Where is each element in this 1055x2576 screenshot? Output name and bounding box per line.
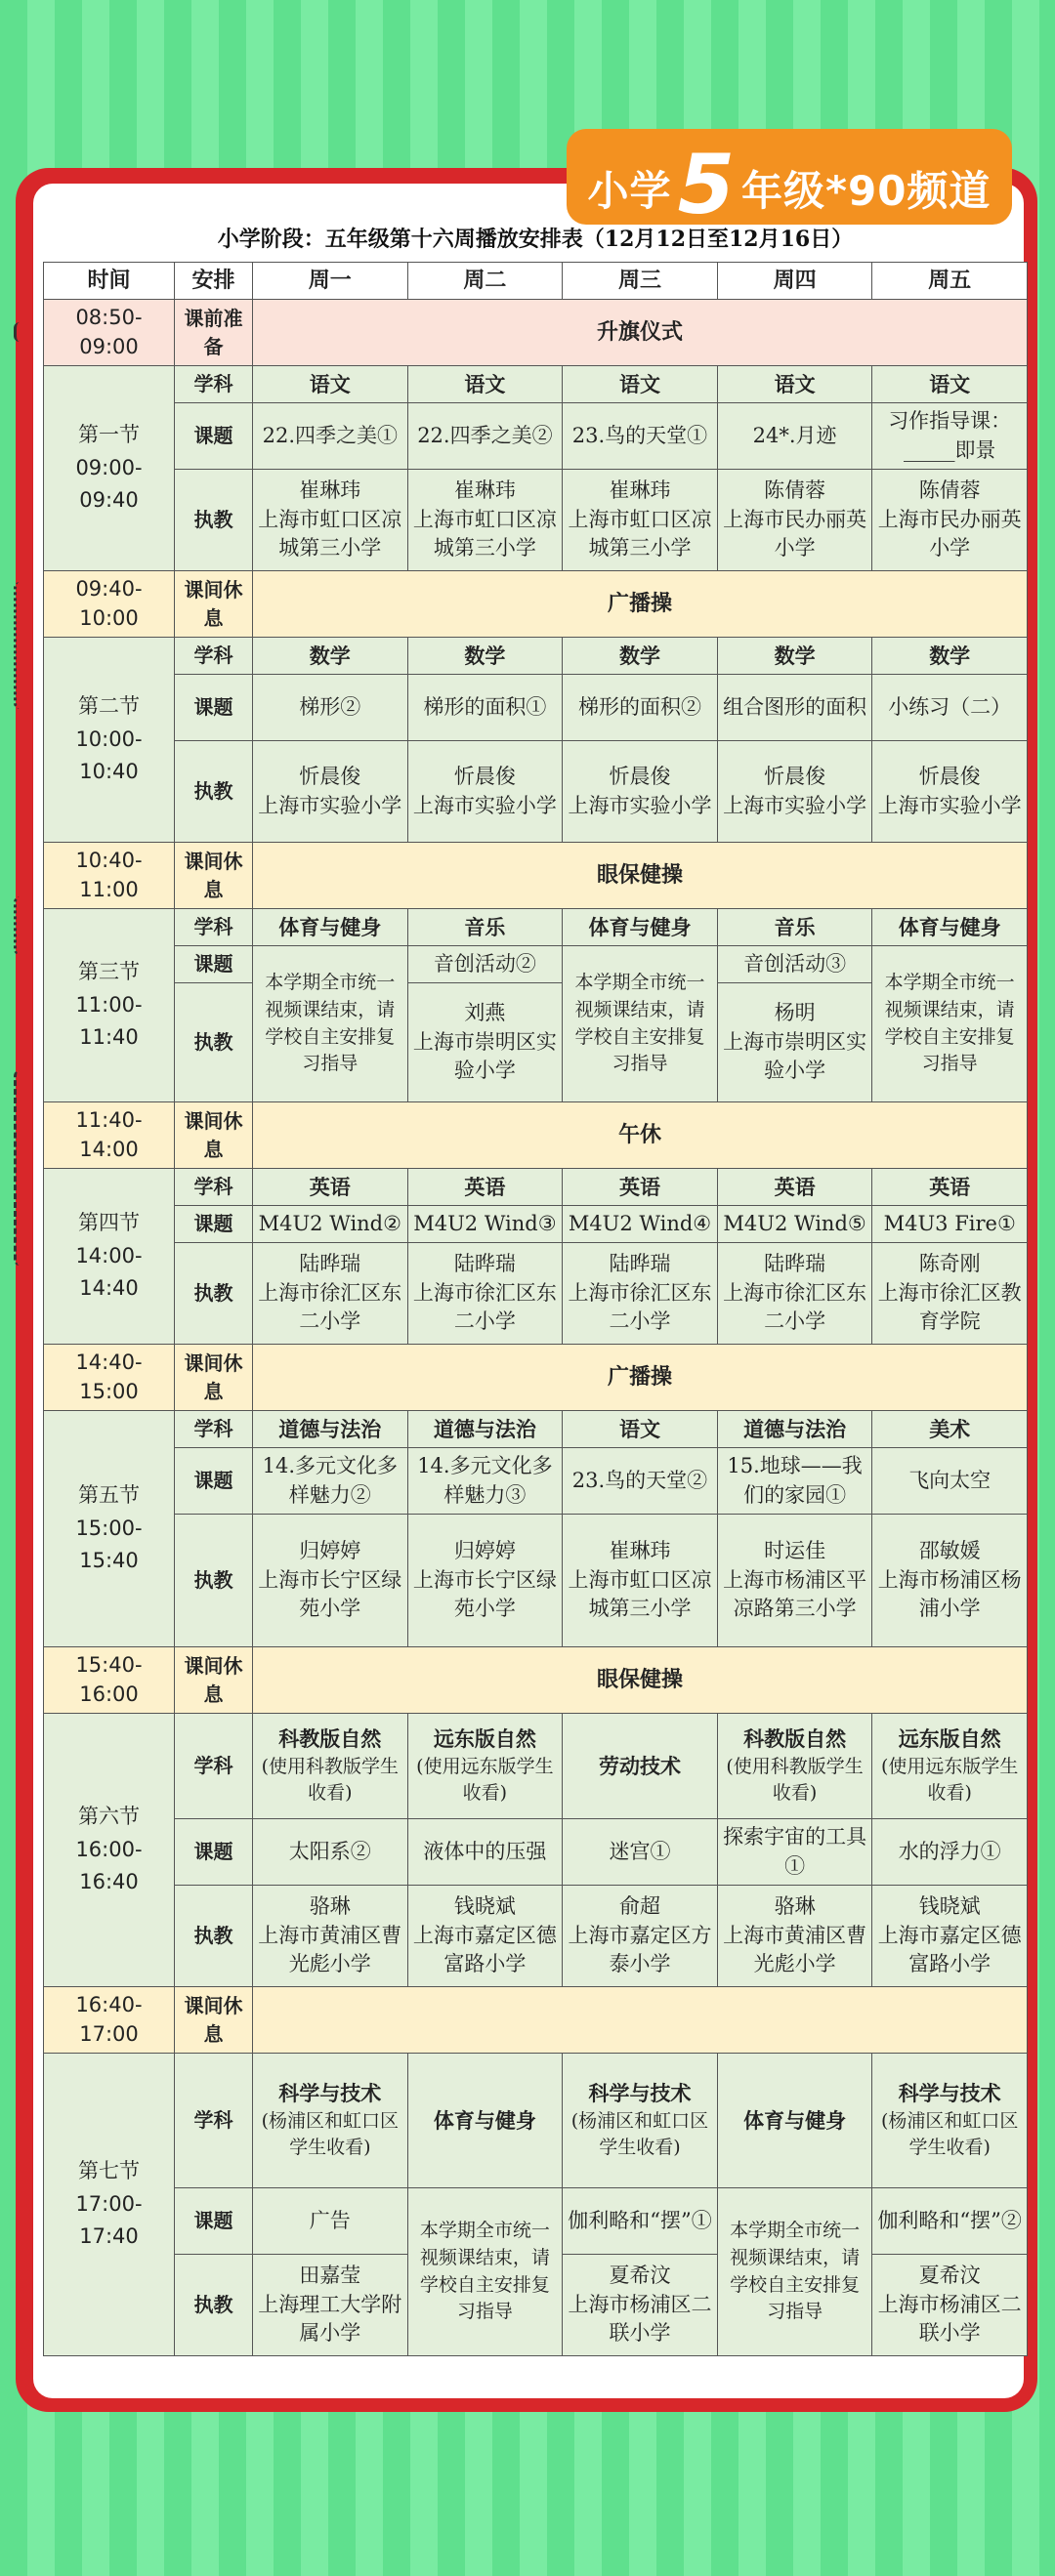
subject-cell	[407, 366, 563, 403]
subject-cell	[717, 1714, 872, 1819]
header-time: 时间	[44, 263, 175, 300]
pe-notice-cell: 本学期全市统一视频课结束，请学校自主安排复习指导	[563, 946, 718, 1102]
subject-name: 科学与技术	[588, 2081, 692, 2106]
subject-name: 体育与健身	[898, 914, 1001, 939]
subject-name: 科教版自然	[743, 1726, 847, 1752]
subject-name: 语文	[774, 371, 816, 396]
subject-name: 语文	[618, 1416, 660, 1441]
subject-cell	[563, 1411, 718, 1448]
teacher-cell: 邵敏媛 上海市杨浦区杨浦小学	[872, 1515, 1028, 1647]
slot-activity: 眼保健操	[253, 843, 1028, 909]
subject-name: 科学与技术	[278, 2081, 382, 2106]
subject-name: 英语	[774, 1174, 816, 1199]
break-row	[44, 1102, 1028, 1169]
period-topic-row	[44, 1206, 1028, 1243]
subject-cell	[563, 2054, 718, 2188]
topic-cell: 小练习（二）	[872, 675, 1028, 741]
subject-cell	[872, 1169, 1028, 1206]
break-row	[44, 1345, 1028, 1411]
row-label-teacher: 执教	[175, 1515, 253, 1647]
period-teacher-row	[44, 1886, 1028, 1987]
subject-cell	[253, 2054, 408, 2188]
period-name: 第三节	[78, 960, 140, 984]
teacher-cell: 崔琳玮 上海市虹口区凉城第三小学	[563, 1515, 718, 1647]
header-thu: 周四	[717, 263, 872, 300]
topic-cell: 23.鸟的天堂①	[563, 403, 718, 470]
row-label-teacher: 执教	[175, 741, 253, 843]
subject-name: 体育与健身	[588, 914, 692, 939]
period-name: 第二节	[78, 694, 140, 719]
subject-cell	[253, 1169, 408, 1206]
period-topic-row	[44, 675, 1028, 741]
subject-note: (杨浦区和虹口区学生收看)	[570, 2109, 709, 2159]
subject-name: 数学	[929, 643, 971, 668]
period-time: 10:00-10:40	[75, 727, 143, 784]
row-label-subject: 学科	[175, 638, 253, 675]
period-teacher-row	[44, 1243, 1028, 1345]
period-subject-row	[44, 1169, 1028, 1206]
period-topic-row	[44, 1819, 1028, 1886]
slot-label: 课前准备	[175, 300, 253, 366]
pe-notice-cell: 本学期全市统一视频课结束，请学校自主安排复习指导	[253, 946, 408, 1102]
row-label-topic: 课题	[175, 675, 253, 741]
teacher-cell: 夏希汶 上海市杨浦区二联小学	[872, 2255, 1028, 2356]
period-time-cell	[44, 638, 175, 843]
period-time: 09:00-09:40	[75, 455, 143, 513]
period-time-cell	[44, 2054, 175, 2356]
subject-name: 语文	[309, 371, 351, 396]
topic-cell: 水的浮力①	[872, 1819, 1028, 1886]
subject-name: 英语	[929, 1174, 971, 1199]
topic-cell: 14.多元文化多样魅力②	[253, 1448, 408, 1515]
period-name: 第一节	[78, 423, 140, 447]
break-row	[44, 571, 1028, 638]
subject-cell	[872, 1411, 1028, 1448]
subject-name: 语文	[618, 371, 660, 396]
subject-cell	[253, 1411, 408, 1448]
subject-name: 数学	[464, 643, 506, 668]
teacher-cell: 陈奇刚 上海市徐汇区教育学院	[872, 1243, 1028, 1345]
subject-name: 远东版自然	[898, 1726, 1001, 1752]
row-label-subject: 学科	[175, 1169, 253, 1206]
pe-notice-cell: 本学期全市统一视频课结束，请学校自主安排复习指导	[407, 2188, 563, 2356]
subject-note: (使用科教版学生收看)	[261, 1755, 399, 1805]
row-label-teacher: 执教	[175, 1886, 253, 1987]
topic-cell: 迷宫①	[563, 1819, 718, 1886]
subject-name: 语文	[464, 371, 506, 396]
topic-cell: M4U2 Wind②	[253, 1206, 408, 1243]
teacher-cell: 陆晔瑞 上海市徐汇区东二小学	[253, 1243, 408, 1345]
subject-name: 科学与技术	[898, 2081, 1001, 2106]
period-name: 第四节	[78, 1211, 140, 1235]
teacher-cell: 钱晓斌 上海市嘉定区德富路小学	[872, 1886, 1028, 1987]
slot-label: 课间休息	[175, 1345, 253, 1411]
topic-cell: 探索宇宙的工具①	[717, 1819, 872, 1886]
period-subject-row	[44, 366, 1028, 403]
period-name: 第七节	[78, 2159, 140, 2183]
slot-time: 14:40-15:00	[44, 1345, 175, 1411]
subject-cell	[407, 1411, 563, 1448]
subject-cell	[872, 366, 1028, 403]
break-row	[44, 843, 1028, 909]
subject-name: 美术	[929, 1416, 971, 1441]
header-fri: 周五	[872, 263, 1028, 300]
subject-name: 数学	[309, 643, 351, 668]
topic-cell: 广告	[253, 2188, 408, 2255]
subject-cell	[872, 2054, 1028, 2188]
teacher-cell: 崔琳玮 上海市虹口区凉城第三小学	[253, 470, 408, 571]
header-arrangement: 安排	[175, 263, 253, 300]
teacher-cell: 陈倩蓉 上海市民办丽英小学	[872, 470, 1028, 571]
slot-label: 课间休息	[175, 571, 253, 638]
teacher-cell: 田嘉莹 上海理工大学附属小学	[253, 2255, 408, 2356]
teacher-cell: 骆琳 上海市黄浦区曹光彪小学	[717, 1886, 872, 1987]
topic-cell: 音创活动③	[717, 946, 872, 983]
row-label-teacher: 执教	[175, 2255, 253, 2356]
period-time: 17:00-17:40	[75, 2191, 143, 2249]
period-topic-row	[44, 1448, 1028, 1515]
teacher-cell: 崔琳玮 上海市虹口区凉城第三小学	[563, 470, 718, 571]
row-label-subject: 学科	[175, 1411, 253, 1448]
subject-cell	[717, 638, 872, 675]
row-label-topic: 课题	[175, 946, 253, 983]
subject-cell	[563, 638, 718, 675]
header-mon: 周一	[253, 263, 408, 300]
period-topic-row	[44, 403, 1028, 470]
topic-cell: 15.地球——我们的家园①	[717, 1448, 872, 1515]
topic-cell: 22.四季之美②	[407, 403, 563, 470]
teacher-cell: 归婷婷 上海市长宁区绿苑小学	[407, 1515, 563, 1647]
subject-note: (使用远东版学生收看)	[880, 1755, 1019, 1805]
subject-name: 数学	[618, 643, 660, 668]
subject-cell	[407, 909, 563, 946]
slot-label: 课间休息	[175, 1102, 253, 1169]
subject-note: (杨浦区和虹口区学生收看)	[880, 2109, 1019, 2159]
period-subject-row	[44, 1411, 1028, 1448]
teacher-cell: 刘燕 上海市崇明区实验小学	[407, 983, 563, 1102]
badge-grade: 5	[677, 137, 737, 232]
slot-activity: 眼保健操	[253, 1647, 1028, 1714]
subject-name: 音乐	[774, 914, 816, 939]
period-subject-row	[44, 2054, 1028, 2188]
teacher-cell: 忻晨俊 上海市实验小学	[717, 741, 872, 843]
slot-label: 课间休息	[175, 1647, 253, 1714]
teacher-cell: 时运佳 上海市杨浦区平凉路第三小学	[717, 1515, 872, 1647]
teacher-cell: 崔琳玮 上海市虹口区凉城第三小学	[407, 470, 563, 571]
subject-name: 道德与法治	[278, 1416, 382, 1441]
break-row	[44, 300, 1028, 366]
subject-name: 英语	[618, 1174, 660, 1199]
header-row	[44, 263, 1028, 300]
period-subject-row	[44, 638, 1028, 675]
subject-name: 体育与健身	[433, 2107, 536, 2133]
subject-cell	[253, 909, 408, 946]
break-row	[44, 1647, 1028, 1714]
topic-cell: M4U2 Wind⑤	[717, 1206, 872, 1243]
topic-cell: 梯形的面积②	[563, 675, 718, 741]
row-label-topic: 课题	[175, 1448, 253, 1515]
row-label-subject: 学科	[175, 1714, 253, 1819]
row-label-topic: 课题	[175, 2188, 253, 2255]
period-topic-row	[44, 2188, 1028, 2255]
topic-cell: 音创活动②	[407, 946, 563, 983]
topic-cell: 24*.月迹	[717, 403, 872, 470]
topic-cell: 23.鸟的天堂②	[563, 1448, 718, 1515]
subject-cell	[717, 1169, 872, 1206]
subject-cell	[253, 638, 408, 675]
slot-time: 16:40-17:00	[44, 1987, 175, 2054]
slot-activity	[253, 1987, 1028, 2054]
topic-cell: M4U2 Wind④	[563, 1206, 718, 1243]
subject-cell	[717, 366, 872, 403]
teacher-cell: 忻晨俊 上海市实验小学	[253, 741, 408, 843]
topic-cell: 22.四季之美①	[253, 403, 408, 470]
subject-name: 英语	[464, 1174, 506, 1199]
subject-cell	[407, 1169, 563, 1206]
grade-channel-badge	[567, 129, 1012, 232]
teacher-cell: 俞超 上海市嘉定区方泰小学	[563, 1886, 718, 1987]
subject-name: 劳动技术	[598, 1753, 681, 1778]
row-label-subject: 学科	[175, 366, 253, 403]
subject-cell	[563, 909, 718, 946]
period-time: 11:00-11:40	[75, 992, 143, 1050]
coil-decoration	[14, 582, 38, 709]
period-name: 第五节	[78, 1483, 140, 1508]
topic-cell: 梯形②	[253, 675, 408, 741]
topic-cell: M4U3 Fire①	[872, 1206, 1028, 1243]
topic-cell: 组合图形的面积	[717, 675, 872, 741]
break-row	[44, 1987, 1028, 2054]
topic-cell: 14.多元文化多样魅力③	[407, 1448, 563, 1515]
subject-name: 科教版自然	[278, 1726, 382, 1752]
period-time-cell	[44, 1169, 175, 1345]
row-label-subject: 学科	[175, 909, 253, 946]
period-topic-row	[44, 946, 1028, 983]
period-time-cell	[44, 1714, 175, 1987]
subject-name: 道德与法治	[433, 1416, 536, 1441]
teacher-cell: 忻晨俊 上海市实验小学	[872, 741, 1028, 843]
slot-time: 09:40-10:00	[44, 571, 175, 638]
teacher-cell: 陆晔瑞 上海市徐汇区东二小学	[407, 1243, 563, 1345]
teacher-cell: 夏希汶 上海市杨浦区二联小学	[563, 2255, 718, 2356]
subject-name: 道德与法治	[743, 1416, 847, 1441]
period-teacher-row	[44, 470, 1028, 571]
header-wed: 周三	[563, 263, 718, 300]
period-name: 第六节	[78, 1805, 140, 1829]
row-label-teacher: 执教	[175, 983, 253, 1102]
slot-time: 15:40-16:00	[44, 1647, 175, 1714]
teacher-cell: 陆晔瑞 上海市徐汇区东二小学	[563, 1243, 718, 1345]
topic-cell: 习作指导课：_____即景	[872, 403, 1028, 470]
slot-activity: 广播操	[253, 571, 1028, 638]
period-teacher-row	[44, 1515, 1028, 1647]
badge-text	[587, 129, 992, 232]
teacher-cell: 杨明 上海市崇明区实验小学	[717, 983, 872, 1102]
coil-decoration	[14, 322, 38, 342]
header-tue: 周二	[407, 263, 563, 300]
teacher-cell: 骆琳 上海市黄浦区曹光彪小学	[253, 1886, 408, 1987]
slot-activity: 广播操	[253, 1345, 1028, 1411]
subject-cell	[407, 2054, 563, 2188]
topic-cell: 伽利略和“摆”①	[563, 2188, 718, 2255]
subject-cell	[872, 1714, 1028, 1819]
slot-time: 10:40-11:00	[44, 843, 175, 909]
period-time: 15:00-15:40	[75, 1516, 143, 1573]
topic-cell: 飞向太空	[872, 1448, 1028, 1515]
subject-cell	[407, 638, 563, 675]
subject-note: (杨浦区和虹口区学生收看)	[261, 2109, 399, 2159]
subject-name: 远东版自然	[433, 1726, 536, 1752]
row-label-teacher: 执教	[175, 470, 253, 571]
subject-note: (使用远东版学生收看)	[416, 1755, 554, 1805]
subject-name: 体育与健身	[743, 2107, 847, 2133]
teacher-cell: 忻晨俊 上海市实验小学	[407, 741, 563, 843]
period-time: 16:00-16:40	[75, 1837, 143, 1894]
subject-cell	[563, 1169, 718, 1206]
subject-cell	[717, 2054, 872, 2188]
pe-notice-cell: 本学期全市统一视频课结束，请学校自主安排复习指导	[872, 946, 1028, 1102]
period-teacher-row	[44, 741, 1028, 843]
pe-notice-cell: 本学期全市统一视频课结束，请学校自主安排复习指导	[717, 2188, 872, 2356]
subject-note: (使用科教版学生收看)	[726, 1755, 864, 1805]
row-label-subject: 学科	[175, 2054, 253, 2188]
subject-name: 英语	[309, 1174, 351, 1199]
subject-name: 音乐	[464, 914, 506, 939]
topic-cell: 伽利略和“摆”②	[872, 2188, 1028, 2255]
subject-name: 语文	[929, 371, 971, 396]
slot-label: 课间休息	[175, 843, 253, 909]
topic-cell: M4U2 Wind③	[407, 1206, 563, 1243]
teacher-cell: 忻晨俊 上海市实验小学	[563, 741, 718, 843]
badge-suffix: 年级*90频道	[741, 167, 992, 215]
row-label-topic: 课题	[175, 403, 253, 470]
teacher-cell: 归婷婷 上海市长宁区绿苑小学	[253, 1515, 408, 1647]
subject-cell	[253, 1714, 408, 1819]
row-label-teacher: 执教	[175, 1243, 253, 1345]
period-time: 14:00-14:40	[75, 1243, 143, 1301]
slot-activity: 午休	[253, 1102, 1028, 1169]
subject-cell	[717, 909, 872, 946]
coil-decoration	[14, 1070, 38, 1266]
badge-prefix: 小学	[587, 167, 672, 215]
period-subject-row	[44, 909, 1028, 946]
schedule-table	[43, 262, 1028, 2356]
period-time-cell	[44, 1411, 175, 1647]
subject-cell	[872, 638, 1028, 675]
slot-time: 08:50-09:00	[44, 300, 175, 366]
row-label-topic: 课题	[175, 1819, 253, 1886]
subject-cell	[407, 1714, 563, 1819]
subject-cell	[253, 366, 408, 403]
subject-cell	[717, 1411, 872, 1448]
teacher-cell: 钱晓斌 上海市嘉定区德富路小学	[407, 1886, 563, 1987]
row-label-topic: 课题	[175, 1206, 253, 1243]
coil-decoration	[14, 896, 38, 955]
schedule-title: 小学阶段：五年级第十六周播放安排表（12月12日至12月16日）	[217, 227, 854, 252]
topic-cell: 液体中的压强	[407, 1819, 563, 1886]
teacher-cell: 陆晔瑞 上海市徐汇区东二小学	[717, 1243, 872, 1345]
slot-activity: 升旗仪式	[253, 300, 1028, 366]
subject-name: 体育与健身	[278, 914, 382, 939]
slot-label: 课间休息	[175, 1987, 253, 2054]
period-subject-row	[44, 1714, 1028, 1819]
teacher-cell: 陈倩蓉 上海市民办丽英小学	[717, 470, 872, 571]
subject-cell	[872, 909, 1028, 946]
topic-cell: 梯形的面积①	[407, 675, 563, 741]
subject-cell	[563, 1714, 718, 1819]
subject-cell	[563, 366, 718, 403]
period-time-cell	[44, 366, 175, 571]
slot-time: 11:40-14:00	[44, 1102, 175, 1169]
topic-cell: 太阳系②	[253, 1819, 408, 1886]
period-time-cell	[44, 909, 175, 1102]
subject-name: 数学	[774, 643, 816, 668]
